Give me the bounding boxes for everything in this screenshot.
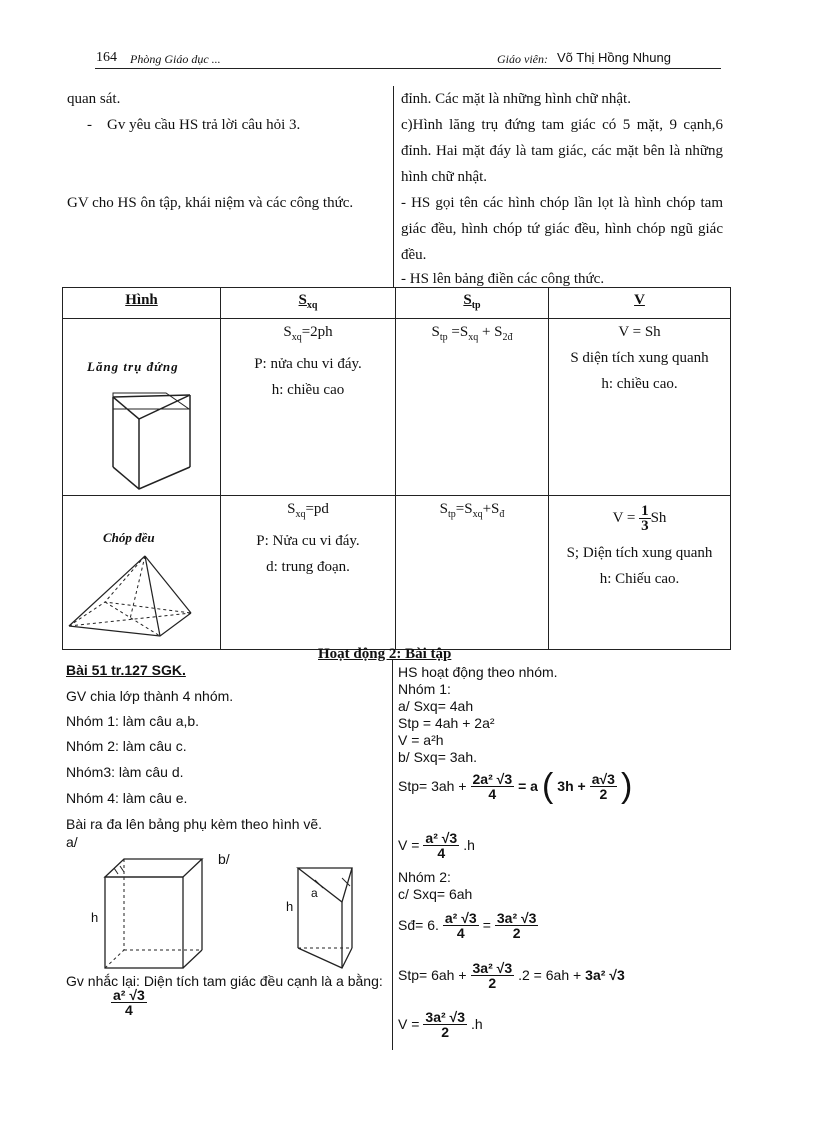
prism-sxq-h: h: chiều cao	[271, 382, 345, 398]
top-left-line-2: Gv yêu cầu HS trả lời câu hỏi 3.	[107, 117, 301, 133]
left-line-6: Bài ra đa lên bảng phụ kèm theo hình vẽ.	[66, 816, 323, 832]
pyramid-cell	[63, 496, 221, 650]
pyramid-v-cell	[549, 496, 731, 650]
pyramid-v-s: S; Diện tích xung quanh	[566, 545, 713, 561]
prism-v-cell	[549, 319, 731, 496]
prism-sxq-cell	[221, 319, 396, 496]
page-number: 164	[96, 50, 117, 65]
group1-stp-b: Stp= 3ah + $\frac{\text{2a² √3}}{4}$ = a ( 3h + $\frac{a√3}{2}$ )	[398, 767, 633, 805]
pyramid-figure	[63, 496, 221, 650]
label-h-b: h	[286, 899, 294, 914]
top-left-line-3: GV cho HS ôn tập, khái niệm và các công thức.	[67, 195, 354, 211]
header-stp: $S_{tp}$	[396, 288, 549, 319]
pyramid-sxq-formula: $S_{xq}=pd$	[287, 501, 329, 520]
prism-v-s: S diện tích xung quanh	[570, 350, 709, 366]
reminder-text: Gv nhắc lại: Diện tích tam giác đều cạnh là a bằng:	[66, 973, 383, 989]
prism-stp-cell	[396, 319, 549, 496]
pyramid-v-h: h: Chiếu cao.	[599, 571, 680, 587]
pyramid-sxq-p: P: Nửa cu vi đáy.	[256, 533, 360, 549]
pyramid-stp-cell	[396, 496, 549, 650]
header-v: V	[549, 288, 731, 319]
top-left-bullet: - Gv yêu cầu HS trả lời câu hỏi 3.	[87, 117, 301, 133]
header-hinh: Hình	[63, 288, 221, 319]
header-rule	[95, 68, 721, 69]
group1-b: b/ Sxq= 3ah.	[398, 749, 478, 765]
teacher-label: Giáo viên:	[497, 52, 548, 66]
group2-sd: Sđ= 6. $\frac{\text{a² √3}}{4}$ = $\frac{\text{3a² √3}}{2}$	[398, 909, 537, 941]
group1-v-b: V = $\frac{\text{a² √3}}{4}$ .h	[398, 829, 475, 861]
exercise-title: Bài 51 tr.127 SGK.	[66, 662, 186, 678]
group1-stp: Stp = 4ah + 2a²	[398, 715, 495, 731]
top-left-line-1: quan sát.	[67, 91, 121, 107]
header-sxq: $S_{xq}$	[221, 288, 396, 319]
group2-v: V = $\frac{\text{3a² √3}}{2}$ .h	[398, 1008, 483, 1040]
left-line-3: Nhóm 2: làm câu c.	[66, 738, 187, 754]
fig-b-label: b/	[218, 851, 230, 867]
prism-figure	[63, 319, 221, 496]
prism-sxq-p: P: nửa chu vi đáy.	[254, 356, 362, 372]
pyramid-sxq-d: d: trung đoạn.	[266, 559, 350, 575]
bottom-column-divider	[392, 660, 393, 1050]
group2-c: c/ Sxq= 6ah	[398, 886, 473, 902]
teacher-name: Võ Thị Hồng Nhung	[557, 50, 671, 65]
top-right-line-4: - HS lên bảng điền các công thức.	[401, 271, 605, 287]
top-right-line-2: c)Hình lăng trụ đứng tam giác có 5 mặt, 9 cạnh,6 đỉnh. Hai mặt đáy là tam giác, các mặt bên là những hình chữ nhật.	[401, 117, 723, 185]
top-right-line-1: đỉnh. Các mặt là những hình chữ nhật.	[401, 91, 631, 107]
prism-caption: Lăng trụ đứng	[87, 359, 179, 374]
pyramid-stp-formula: $S_{tp}=S_{xq}+S_đ$	[439, 501, 505, 520]
top-right-line-3: - HS gọi tên các hình chóp lần lọt là hình chóp tam giác đều, hình chóp tứ giác đều, hình chóp ngũ giác đều.	[401, 195, 723, 263]
header-left-script: Phòng Giáo dục ...	[130, 52, 221, 66]
left-line-5: Nhóm 4: làm câu e.	[66, 790, 188, 806]
prism-sxq-formula: $S_{xq}=2ph$	[283, 324, 333, 343]
one-third-fraction: $\frac{1}{3}$	[641, 503, 649, 535]
table-header-row	[63, 288, 731, 319]
prism-v-formula: V = Sh	[618, 324, 661, 340]
group2-title: Nhóm 2:	[398, 869, 451, 885]
formula-table	[62, 287, 731, 650]
pyramid-v-formula: V = $\frac{1}{3}$ Sh	[612, 503, 667, 535]
right-intro: HS hoạt động theo nhóm.	[398, 664, 558, 680]
pyramid-caption: Chóp đều	[103, 530, 155, 545]
group1-a: a/ Sxq= 4ah	[398, 698, 474, 714]
prism-v-h: h: chiều cao.	[601, 376, 678, 392]
table-row-pyramid	[63, 496, 731, 650]
left-line-2: Nhóm 1: làm câu a,b.	[66, 713, 200, 729]
fig-a-label: a/	[66, 834, 78, 850]
left-line-1: GV chia lớp thành 4 nhóm.	[66, 688, 234, 704]
group1-title: Nhóm 1:	[398, 681, 451, 697]
prism-stp-formula: $S_{tp} =S_{xq} + S_{2đ}$	[431, 324, 513, 343]
group2-stp: Stp= 6ah + $\frac{\text{3a² √3}}{2}$ .2 = 6ah + 3a² √3	[398, 959, 625, 991]
label-a-b: a	[311, 886, 318, 900]
table-row-prism	[63, 319, 731, 496]
prism-cell	[63, 319, 221, 496]
activity-title: Hoạt động 2: Bài tập	[318, 646, 452, 662]
reminder-fraction: $\frac{\text{a² √3}}{4}$	[113, 987, 145, 1018]
group1-v: V = a²h	[398, 732, 444, 748]
label-h-a: h	[91, 910, 99, 925]
left-line-4: Nhóm3: làm câu d.	[66, 764, 184, 780]
exercise-figures	[80, 850, 390, 970]
pyramid-sxq-cell	[221, 496, 396, 650]
top-column-divider	[393, 86, 394, 287]
